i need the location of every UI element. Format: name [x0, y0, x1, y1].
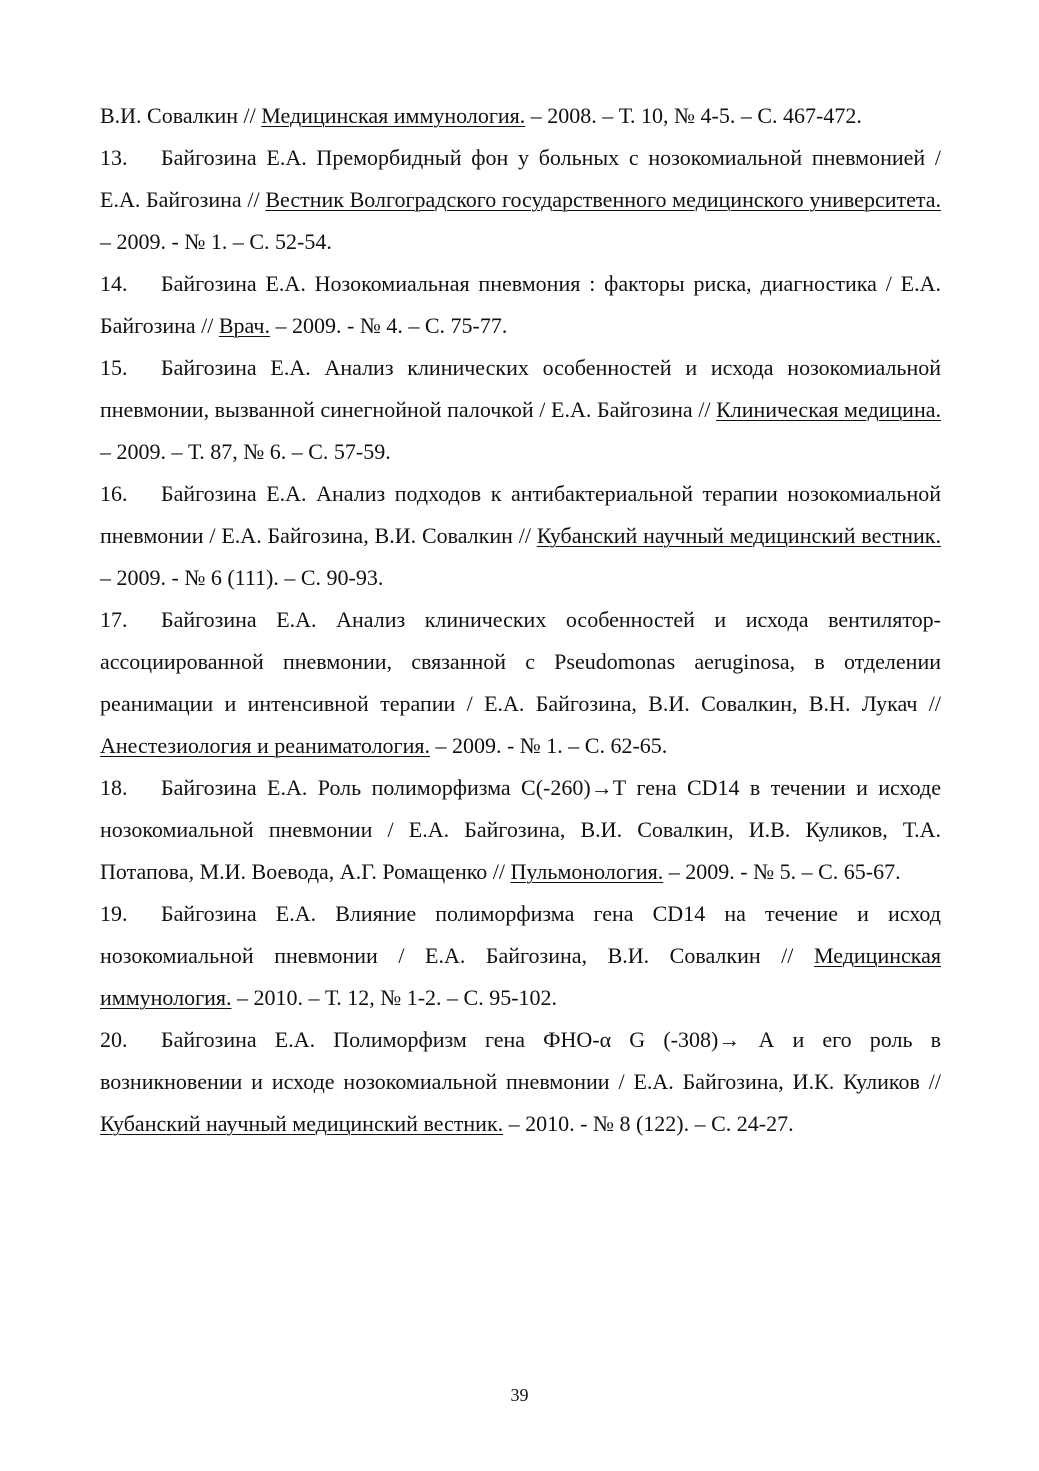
- journal-title: Медицинская иммунология.: [261, 103, 526, 128]
- entry-text-after: – 2009. - № 6 (111). – С. 90-93.: [100, 565, 384, 590]
- entry-text-before: Байгозина Е.А. Анализ клинических особенностей и исхода нозокомиальной пневмонии, вызванной синегнойной палочкой / Е.А. Байгозина //: [100, 355, 941, 422]
- entry-text-before: Байгозина Е.А. Анализ подходов к антибактериальной терапии нозокомиальной пневмонии / Е.А. Байгозина, В.И. Совалкин //: [100, 481, 941, 548]
- entry-text-before: Байгозина Е.А. Преморбидный фон у больных с нозокомиальной пневмонией / Е.А. Байгозина //: [100, 145, 941, 212]
- reference-entry-continuation: [100, 95, 941, 137]
- entry-text-after: – 2010. – Т. 12, № 1-2. – С. 95-102.: [231, 985, 558, 1010]
- reference-entry-16: [100, 473, 941, 599]
- entry-text-after: – 2010. - № 8 (122). – С. 24-27.: [503, 1111, 794, 1136]
- entry-text-after: – 2009. - № 5. – С. 65-67.: [663, 859, 901, 884]
- journal-title: Пульмонология.: [510, 859, 664, 884]
- journal-title: Анестезиология и реаниматология.: [100, 733, 430, 758]
- reference-entry-18: [100, 767, 941, 893]
- entry-text-before: Байгозина Е.А. Нозокомиальная пневмония : факторы риска, диагностика / Е.А. Байгозина //: [100, 271, 941, 338]
- reference-entry-17: [100, 599, 941, 767]
- entry-text-before: Байгозина Е.А. Влияние полиморфизма гена CD14 на течение и исход нозокомиальной пневмонии / Е.А. Байгозина, В.И. Совалкин //: [100, 901, 941, 968]
- entry-number: 16.: [100, 481, 128, 506]
- entry-number: 19.: [100, 901, 128, 926]
- entry-text-after: – 2009. - № 1. – С. 62-65.: [429, 733, 668, 758]
- journal-title: Вестник Волгоградского государственного медицинского университета.: [265, 187, 942, 212]
- entry-text-before: В.И. Совалкин //: [100, 103, 262, 128]
- reference-entry-15: [100, 347, 941, 473]
- journal-title: Клиническая медицина.: [716, 397, 941, 422]
- entry-number: 20.: [100, 1027, 128, 1052]
- entry-text-before: Байгозина Е.А. Роль полиморфизма С(-260)→Т гена CD14 в течении и исходе нозокомиальной пневмонии / Е.А. Байгозина, В.И. Совалкин, И.В. Куликов, Т.А. Потапова, М.И. Воевода, А.Г. Ромащенко //: [100, 775, 941, 884]
- entry-text-after: – 2009. - № 4. – С. 75-77.: [270, 313, 508, 338]
- journal-title: Медицинская иммунология.: [100, 943, 941, 1010]
- reference-list: [100, 95, 941, 1145]
- entry-text-after: – 2008. – Т. 10, № 4-5. – С. 467-472.: [525, 103, 862, 128]
- reference-entry-13: [100, 137, 941, 263]
- entry-text-after: – 2009. - № 1. – С. 52-54.: [100, 229, 332, 254]
- reference-entry-19: [100, 893, 941, 1019]
- page-number: 39: [510, 1385, 529, 1405]
- entry-number: 15.: [100, 355, 128, 380]
- reference-entry-14: [100, 263, 941, 347]
- journal-title: Врач.: [218, 313, 270, 338]
- entry-number: 18.: [100, 775, 128, 800]
- journal-title: Кубанский научный медицинский вестник.: [100, 1111, 504, 1136]
- entry-text-after: – 2009. – Т. 87, № 6. – С. 57-59.: [100, 439, 391, 464]
- entry-text-before: Байгозина Е.А. Анализ клинических особенностей и исхода вентилятор-ассоциированной пневмонии, связанной с Pseudomonas aeruginosa, в отделении реанимации и интенсивной терапии / Е.А. Байгозина, В.И. Совалкин, В.Н. Лукач //: [100, 607, 941, 716]
- journal-title: Кубанский научный медицинский вестник.: [536, 523, 941, 548]
- entry-number: 14.: [100, 271, 128, 296]
- entry-number: 17.: [100, 607, 128, 632]
- entry-text-before: Байгозина Е.А. Полиморфизм гена ФНО-α G (-308)→ А и его роль в возникновении и исходе нозокомиальной пневмонии / Е.А. Байгозина, И.К. Куликов //: [100, 1027, 941, 1094]
- entry-number: 13.: [100, 145, 128, 170]
- reference-entry-20: [100, 1019, 941, 1145]
